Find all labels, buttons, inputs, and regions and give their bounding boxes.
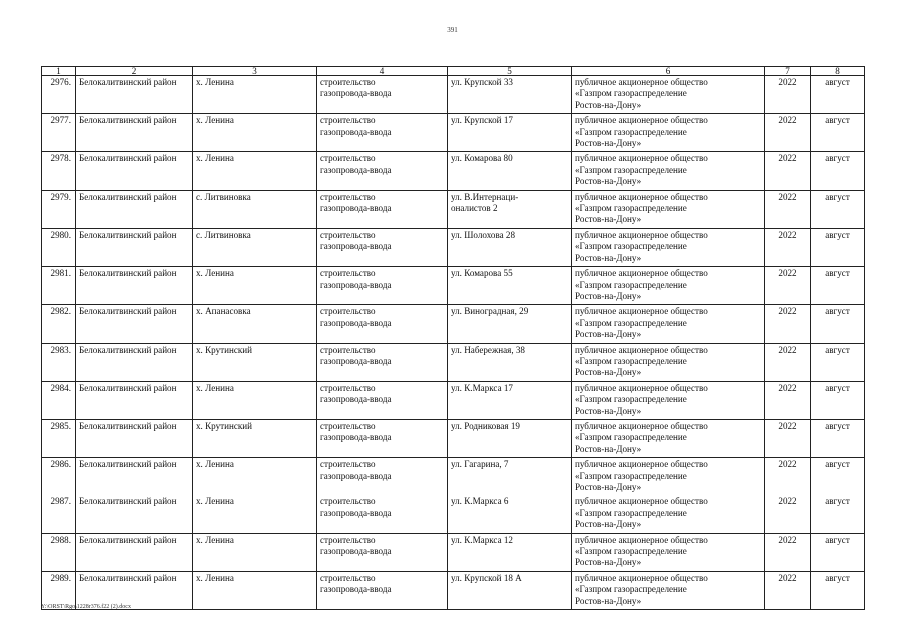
month-cell [811, 343, 865, 381]
organization-cell-line: «Газпром газораспределение [575, 432, 687, 443]
organization-cell-line: Ростов-на-Дону» [575, 482, 642, 492]
address-cell [448, 381, 572, 419]
month-cell [811, 305, 865, 343]
district-cell [76, 76, 193, 114]
organization-cell-line: публичное акционерное общество [575, 153, 708, 164]
organization-cell-line: публичное акционерное общество [575, 115, 708, 126]
district-cell-line: Белокалитвинский район [79, 306, 177, 317]
table-row [42, 305, 865, 343]
row-number [42, 190, 76, 228]
settlement-cell-line: х. Ленина [196, 459, 234, 470]
address-cell-line: ул. Шолохова 28 [451, 229, 516, 240]
table-row [42, 571, 865, 609]
district-cell-line: Белокалитвинский район [79, 268, 177, 279]
work-type-cell-line: строительство [320, 572, 376, 583]
month-cell-line: август [825, 344, 850, 355]
district-cell [76, 381, 193, 419]
month-cell [811, 152, 865, 190]
row-number [42, 419, 76, 457]
year-cell [765, 343, 811, 381]
settlement-cell [193, 458, 317, 496]
address-cell-line: ул. Комарова 80 [451, 153, 513, 164]
work-type-cell-line: строительство [320, 306, 376, 317]
organization-cell-line: Ростов-на-Дону» [575, 290, 642, 301]
column-header: 1 [42, 67, 76, 76]
organization-cell-line: публичное акционерное общество [575, 191, 708, 202]
settlement-cell-line: х. Крутинский [196, 420, 253, 431]
year-cell-line: 2022 [778, 344, 797, 355]
table-row [42, 76, 865, 114]
address-cell-line: ул. Крупской 33 [451, 77, 513, 87]
organization-cell-line: «Газпром газораспределение [575, 279, 687, 290]
row-number-line: 2978. [50, 153, 71, 164]
row-number-line: 2984. [50, 382, 71, 393]
settlement-cell-line: х. Ленина [196, 77, 234, 87]
settlement-cell [193, 152, 317, 190]
address-cell-line: ул. Комарова 55 [451, 268, 513, 279]
row-number-line: 2987. [50, 496, 71, 507]
row-number-line: 2976. [50, 77, 71, 87]
work-type-cell [317, 571, 448, 609]
organization-cell [572, 343, 765, 381]
month-cell-line: август [825, 534, 850, 545]
year-cell-line: 2022 [778, 534, 797, 545]
month-cell [811, 381, 865, 419]
row-number [42, 228, 76, 266]
row-number [42, 267, 76, 305]
work-type-cell [317, 228, 448, 266]
work-type-cell [317, 533, 448, 571]
work-type-cell [317, 343, 448, 381]
row-number [42, 343, 76, 381]
work-type-cell-line: строительство [320, 268, 376, 279]
address-cell [448, 343, 572, 381]
row-number [42, 495, 76, 533]
address-cell-line: ул. Крупской 18 А [451, 572, 522, 583]
settlement-cell-line: х. Ленина [196, 496, 234, 507]
month-cell [811, 228, 865, 266]
work-type-cell [317, 190, 448, 228]
address-cell [448, 267, 572, 305]
settlement-cell-line: х. Ленина [196, 534, 234, 545]
district-cell-line: Белокалитвинский район [79, 191, 177, 202]
settlement-cell [193, 190, 317, 228]
work-type-cell-line: газопровода-ввода [320, 241, 392, 252]
settlement-cell [193, 267, 317, 305]
column-header: 7 [765, 67, 811, 76]
table-row [42, 381, 865, 419]
address-cell [448, 305, 572, 343]
address-cell [448, 571, 572, 609]
settlement-cell-line: с. Литвиновка [196, 229, 251, 240]
year-cell-line: 2022 [778, 153, 797, 164]
row-number-line: 2980. [50, 229, 71, 240]
table-row [42, 228, 865, 266]
year-cell-line: 2022 [778, 191, 797, 202]
work-type-cell [317, 267, 448, 305]
row-number [42, 152, 76, 190]
table-row [42, 190, 865, 228]
district-cell-line: Белокалитвинский район [79, 229, 177, 240]
organization-cell [572, 305, 765, 343]
work-type-cell-line: газопровода-ввода [320, 470, 392, 481]
settlement-cell [193, 495, 317, 533]
address-cell [448, 419, 572, 457]
district-cell [76, 152, 193, 190]
settlement-cell-line: х. Ленина [196, 572, 234, 583]
year-cell [765, 571, 811, 609]
organization-cell-line: Ростов-на-Дону» [575, 99, 642, 110]
work-type-cell-line: газопровода-ввода [320, 88, 392, 99]
organization-cell-line: «Газпром газораспределение [575, 546, 687, 557]
organization-cell [572, 419, 765, 457]
settlement-cell-line: х. Ленина [196, 153, 234, 164]
district-cell [76, 305, 193, 343]
district-cell-line: Белокалитвинский район [79, 496, 177, 507]
work-type-cell-line: строительство [320, 420, 376, 431]
year-cell-line: 2022 [778, 77, 797, 87]
work-type-cell-line: газопровода-ввода [320, 126, 392, 137]
settlement-cell [193, 228, 317, 266]
organization-cell-line: «Газпром газораспределение [575, 126, 687, 137]
table-row [42, 267, 865, 305]
organization-cell-line: публичное акционерное общество [575, 496, 708, 507]
column-header: 5 [448, 67, 572, 76]
organization-cell [572, 267, 765, 305]
address-cell-line: ул. Родниковая 19 [451, 420, 520, 431]
address-cell [448, 190, 572, 228]
address-cell-line: ул. К.Маркса 17 [451, 382, 513, 393]
address-cell-line: оналистов 2 [451, 203, 498, 214]
work-type-cell-line: строительство [320, 344, 376, 355]
district-cell [76, 343, 193, 381]
work-type-cell-line: строительство [320, 496, 376, 507]
table-row [42, 419, 865, 457]
year-cell [765, 381, 811, 419]
month-cell-line: август [825, 191, 850, 202]
month-cell-line: август [825, 382, 850, 393]
organization-cell-line: публичное акционерное общество [575, 229, 708, 240]
year-cell [765, 152, 811, 190]
work-type-cell-line: строительство [320, 459, 376, 470]
month-cell-line: август [825, 153, 850, 164]
settlement-cell [193, 76, 317, 114]
settlement-cell [193, 571, 317, 609]
work-type-cell-line: газопровода-ввода [320, 279, 392, 290]
organization-cell-line: Ростов-на-Дону» [575, 176, 642, 187]
row-number [42, 533, 76, 571]
work-type-cell [317, 305, 448, 343]
row-number-line: 2985. [50, 420, 71, 431]
organization-cell [572, 114, 765, 152]
year-cell-line: 2022 [778, 382, 797, 393]
work-type-cell-line: газопровода-ввода [320, 584, 392, 595]
row-number [42, 76, 76, 114]
row-number [42, 458, 76, 496]
organization-cell [572, 381, 765, 419]
year-cell [765, 495, 811, 533]
work-type-cell-line: газопровода-ввода [320, 203, 392, 214]
organization-cell-line: Ростов-на-Дону» [575, 214, 642, 225]
registry-body [42, 76, 865, 610]
organization-cell-line: Ростов-на-Дону» [575, 557, 642, 568]
address-cell-line: ул. Виноградная, 29 [451, 306, 529, 317]
year-cell [765, 114, 811, 152]
work-type-cell-line: газопровода-ввода [320, 164, 392, 175]
address-cell-line: ул. К.Маркса 6 [451, 496, 509, 507]
organization-cell [572, 458, 765, 496]
organization-cell-line: «Газпром газораспределение [575, 507, 687, 518]
address-cell [448, 76, 572, 114]
file-path: Y:\ORST\Rgo\1228r376.f22 (2).docx [41, 604, 131, 610]
table-row [42, 152, 865, 190]
address-cell [448, 114, 572, 152]
organization-cell-line: публичное акционерное общество [575, 572, 708, 583]
year-cell-line: 2022 [778, 420, 797, 431]
year-cell [765, 305, 811, 343]
year-cell-line: 2022 [778, 572, 797, 583]
district-cell [76, 267, 193, 305]
work-type-cell-line: газопровода-ввода [320, 546, 392, 557]
district-cell-line: Белокалитвинский район [79, 115, 177, 126]
row-number-line: 2977. [50, 115, 71, 126]
month-cell [811, 419, 865, 457]
address-cell [448, 228, 572, 266]
month-cell-line: август [825, 115, 850, 126]
organization-cell-line: публичное акционерное общество [575, 268, 708, 279]
organization-cell-line: Ростов-на-Дону» [575, 329, 642, 340]
month-cell-line: август [825, 77, 850, 87]
table-row [42, 458, 865, 496]
year-cell [765, 190, 811, 228]
organization-cell-line: публичное акционерное общество [575, 459, 708, 470]
year-cell-line: 2022 [778, 115, 797, 126]
address-cell-line: ул. Крупской 17 [451, 115, 513, 126]
row-number [42, 114, 76, 152]
work-type-cell [317, 114, 448, 152]
organization-cell-line: «Газпром газораспределение [575, 470, 687, 481]
settlement-cell [193, 381, 317, 419]
organization-cell [572, 571, 765, 609]
settlement-cell-line: с. Литвиновка [196, 191, 251, 202]
month-cell [811, 495, 865, 533]
organization-cell-line: «Газпром газораспределение [575, 203, 687, 214]
column-number-row [42, 67, 865, 76]
month-cell-line: август [825, 572, 850, 583]
work-type-cell-line: газопровода-ввода [320, 432, 392, 443]
column-header: 6 [572, 67, 765, 76]
month-cell-line: август [825, 306, 850, 317]
district-cell [76, 419, 193, 457]
organization-cell-line: «Газпром газораспределение [575, 164, 687, 175]
organization-cell-line: публичное акционерное общество [575, 534, 708, 545]
organization-cell-line: «Газпром газораспределение [575, 584, 687, 595]
district-cell [76, 190, 193, 228]
month-cell-line: август [825, 496, 850, 507]
district-cell-line: Белокалитвинский район [79, 77, 177, 87]
settlement-cell-line: х. Крутинский [196, 344, 253, 355]
month-cell-line: август [825, 268, 850, 279]
month-cell [811, 190, 865, 228]
year-cell-line: 2022 [778, 306, 797, 317]
work-type-cell-line: строительство [320, 77, 376, 87]
table-row [42, 533, 865, 571]
work-type-cell [317, 152, 448, 190]
organization-cell-line: «Газпром газораспределение [575, 394, 687, 405]
table-row [42, 495, 865, 533]
organization-cell-line: Ростов-на-Дону» [575, 367, 642, 378]
year-cell [765, 458, 811, 496]
registry-table [41, 66, 865, 610]
settlement-cell-line: х. Ленина [196, 382, 234, 393]
district-cell-line: Белокалитвинский район [79, 420, 177, 431]
organization-cell-line: «Газпром газораспределение [575, 317, 687, 328]
work-type-cell [317, 458, 448, 496]
settlement-cell [193, 533, 317, 571]
column-header: 3 [193, 67, 317, 76]
year-cell [765, 533, 811, 571]
work-type-cell-line: газопровода-ввода [320, 355, 392, 366]
organization-cell-line: Ростов-на-Дону» [575, 405, 642, 416]
organization-cell-line: Ростов-на-Дону» [575, 252, 642, 263]
district-cell [76, 228, 193, 266]
year-cell-line: 2022 [778, 496, 797, 507]
row-number-line: 2988. [50, 534, 71, 545]
district-cell [76, 114, 193, 152]
work-type-cell-line: строительство [320, 191, 376, 202]
organization-cell-line: публичное акционерное общество [575, 420, 708, 431]
district-cell [76, 533, 193, 571]
work-type-cell-line: газопровода-ввода [320, 507, 392, 518]
organization-cell-line: публичное акционерное общество [575, 77, 708, 87]
page-number: 391 [447, 26, 458, 34]
organization-cell-line: публичное акционерное общество [575, 344, 708, 355]
organization-cell-line: Ростов-на-Дону» [575, 595, 642, 606]
month-cell [811, 76, 865, 114]
organization-cell-line: публичное акционерное общество [575, 306, 708, 317]
month-cell [811, 533, 865, 571]
row-number-line: 2986. [50, 459, 71, 470]
year-cell-line: 2022 [778, 229, 797, 240]
month-cell [811, 458, 865, 496]
organization-cell-line: «Газпром газораспределение [575, 355, 687, 366]
address-cell-line: ул. В.Интернаци- [451, 191, 519, 202]
address-cell [448, 152, 572, 190]
organization-cell-line: «Газпром газораспределение [575, 241, 687, 252]
year-cell-line: 2022 [778, 459, 797, 470]
year-cell [765, 267, 811, 305]
work-type-cell [317, 76, 448, 114]
year-cell-line: 2022 [778, 268, 797, 279]
organization-cell-line: Ростов-на-Дону» [575, 443, 642, 454]
address-cell [448, 533, 572, 571]
district-cell [76, 495, 193, 533]
settlement-cell [193, 305, 317, 343]
row-number-line: 2983. [50, 344, 71, 355]
settlement-cell-line: х. Ленина [196, 268, 234, 279]
district-cell-line: Белокалитвинский район [79, 344, 177, 355]
address-cell [448, 458, 572, 496]
row-number [42, 381, 76, 419]
work-type-cell-line: газопровода-ввода [320, 317, 392, 328]
organization-cell-line: публичное акционерное общество [575, 382, 708, 393]
district-cell-line: Белокалитвинский район [79, 572, 177, 583]
district-cell-line: Белокалитвинский район [79, 153, 177, 164]
column-header: 4 [317, 67, 448, 76]
work-type-cell [317, 419, 448, 457]
organization-cell [572, 533, 765, 571]
address-cell-line: ул. Набережная, 38 [451, 344, 525, 355]
address-cell [448, 495, 572, 533]
work-type-cell-line: строительство [320, 229, 376, 240]
district-cell-line: Белокалитвинский район [79, 534, 177, 545]
year-cell [765, 419, 811, 457]
district-cell-line: Белокалитвинский район [79, 382, 177, 393]
organization-cell [572, 228, 765, 266]
work-type-cell-line: строительство [320, 382, 376, 393]
work-type-cell-line: газопровода-ввода [320, 394, 392, 405]
table-row [42, 343, 865, 381]
work-type-cell [317, 381, 448, 419]
work-type-cell-line: строительство [320, 115, 376, 126]
work-type-cell [317, 495, 448, 533]
month-cell [811, 267, 865, 305]
organization-cell-line: Ростов-на-Дону» [575, 138, 642, 149]
organization-cell [572, 190, 765, 228]
table-row [42, 114, 865, 152]
row-number [42, 305, 76, 343]
settlement-cell [193, 114, 317, 152]
month-cell-line: август [825, 459, 850, 470]
row-number-line: 2979. [50, 191, 71, 202]
row-number-line: 2981. [50, 268, 71, 279]
row-number-line: 2982. [50, 306, 71, 317]
year-cell [765, 76, 811, 114]
settlement-cell [193, 419, 317, 457]
organization-cell-line: Ростов-на-Дону» [575, 519, 642, 530]
month-cell-line: август [825, 420, 850, 431]
year-cell [765, 228, 811, 266]
settlement-cell-line: х. Ленина [196, 115, 234, 126]
column-header: 2 [76, 67, 193, 76]
row-number-line: 2989. [50, 572, 71, 583]
settlement-cell [193, 343, 317, 381]
address-cell-line: ул. Гагарина, 7 [451, 459, 509, 470]
month-cell-line: август [825, 229, 850, 240]
organization-cell [572, 76, 765, 114]
address-cell-line: ул. К.Маркса 12 [451, 534, 513, 545]
district-cell [76, 458, 193, 496]
settlement-cell-line: х. Апанасовка [196, 306, 251, 317]
work-type-cell-line: строительство [320, 534, 376, 545]
work-type-cell-line: строительство [320, 153, 376, 164]
month-cell [811, 571, 865, 609]
organization-cell-line: «Газпром газораспределение [575, 88, 687, 99]
district-cell-line: Белокалитвинский район [79, 459, 177, 470]
column-header: 8 [811, 67, 865, 76]
month-cell [811, 114, 865, 152]
organization-cell [572, 495, 765, 533]
organization-cell [572, 152, 765, 190]
